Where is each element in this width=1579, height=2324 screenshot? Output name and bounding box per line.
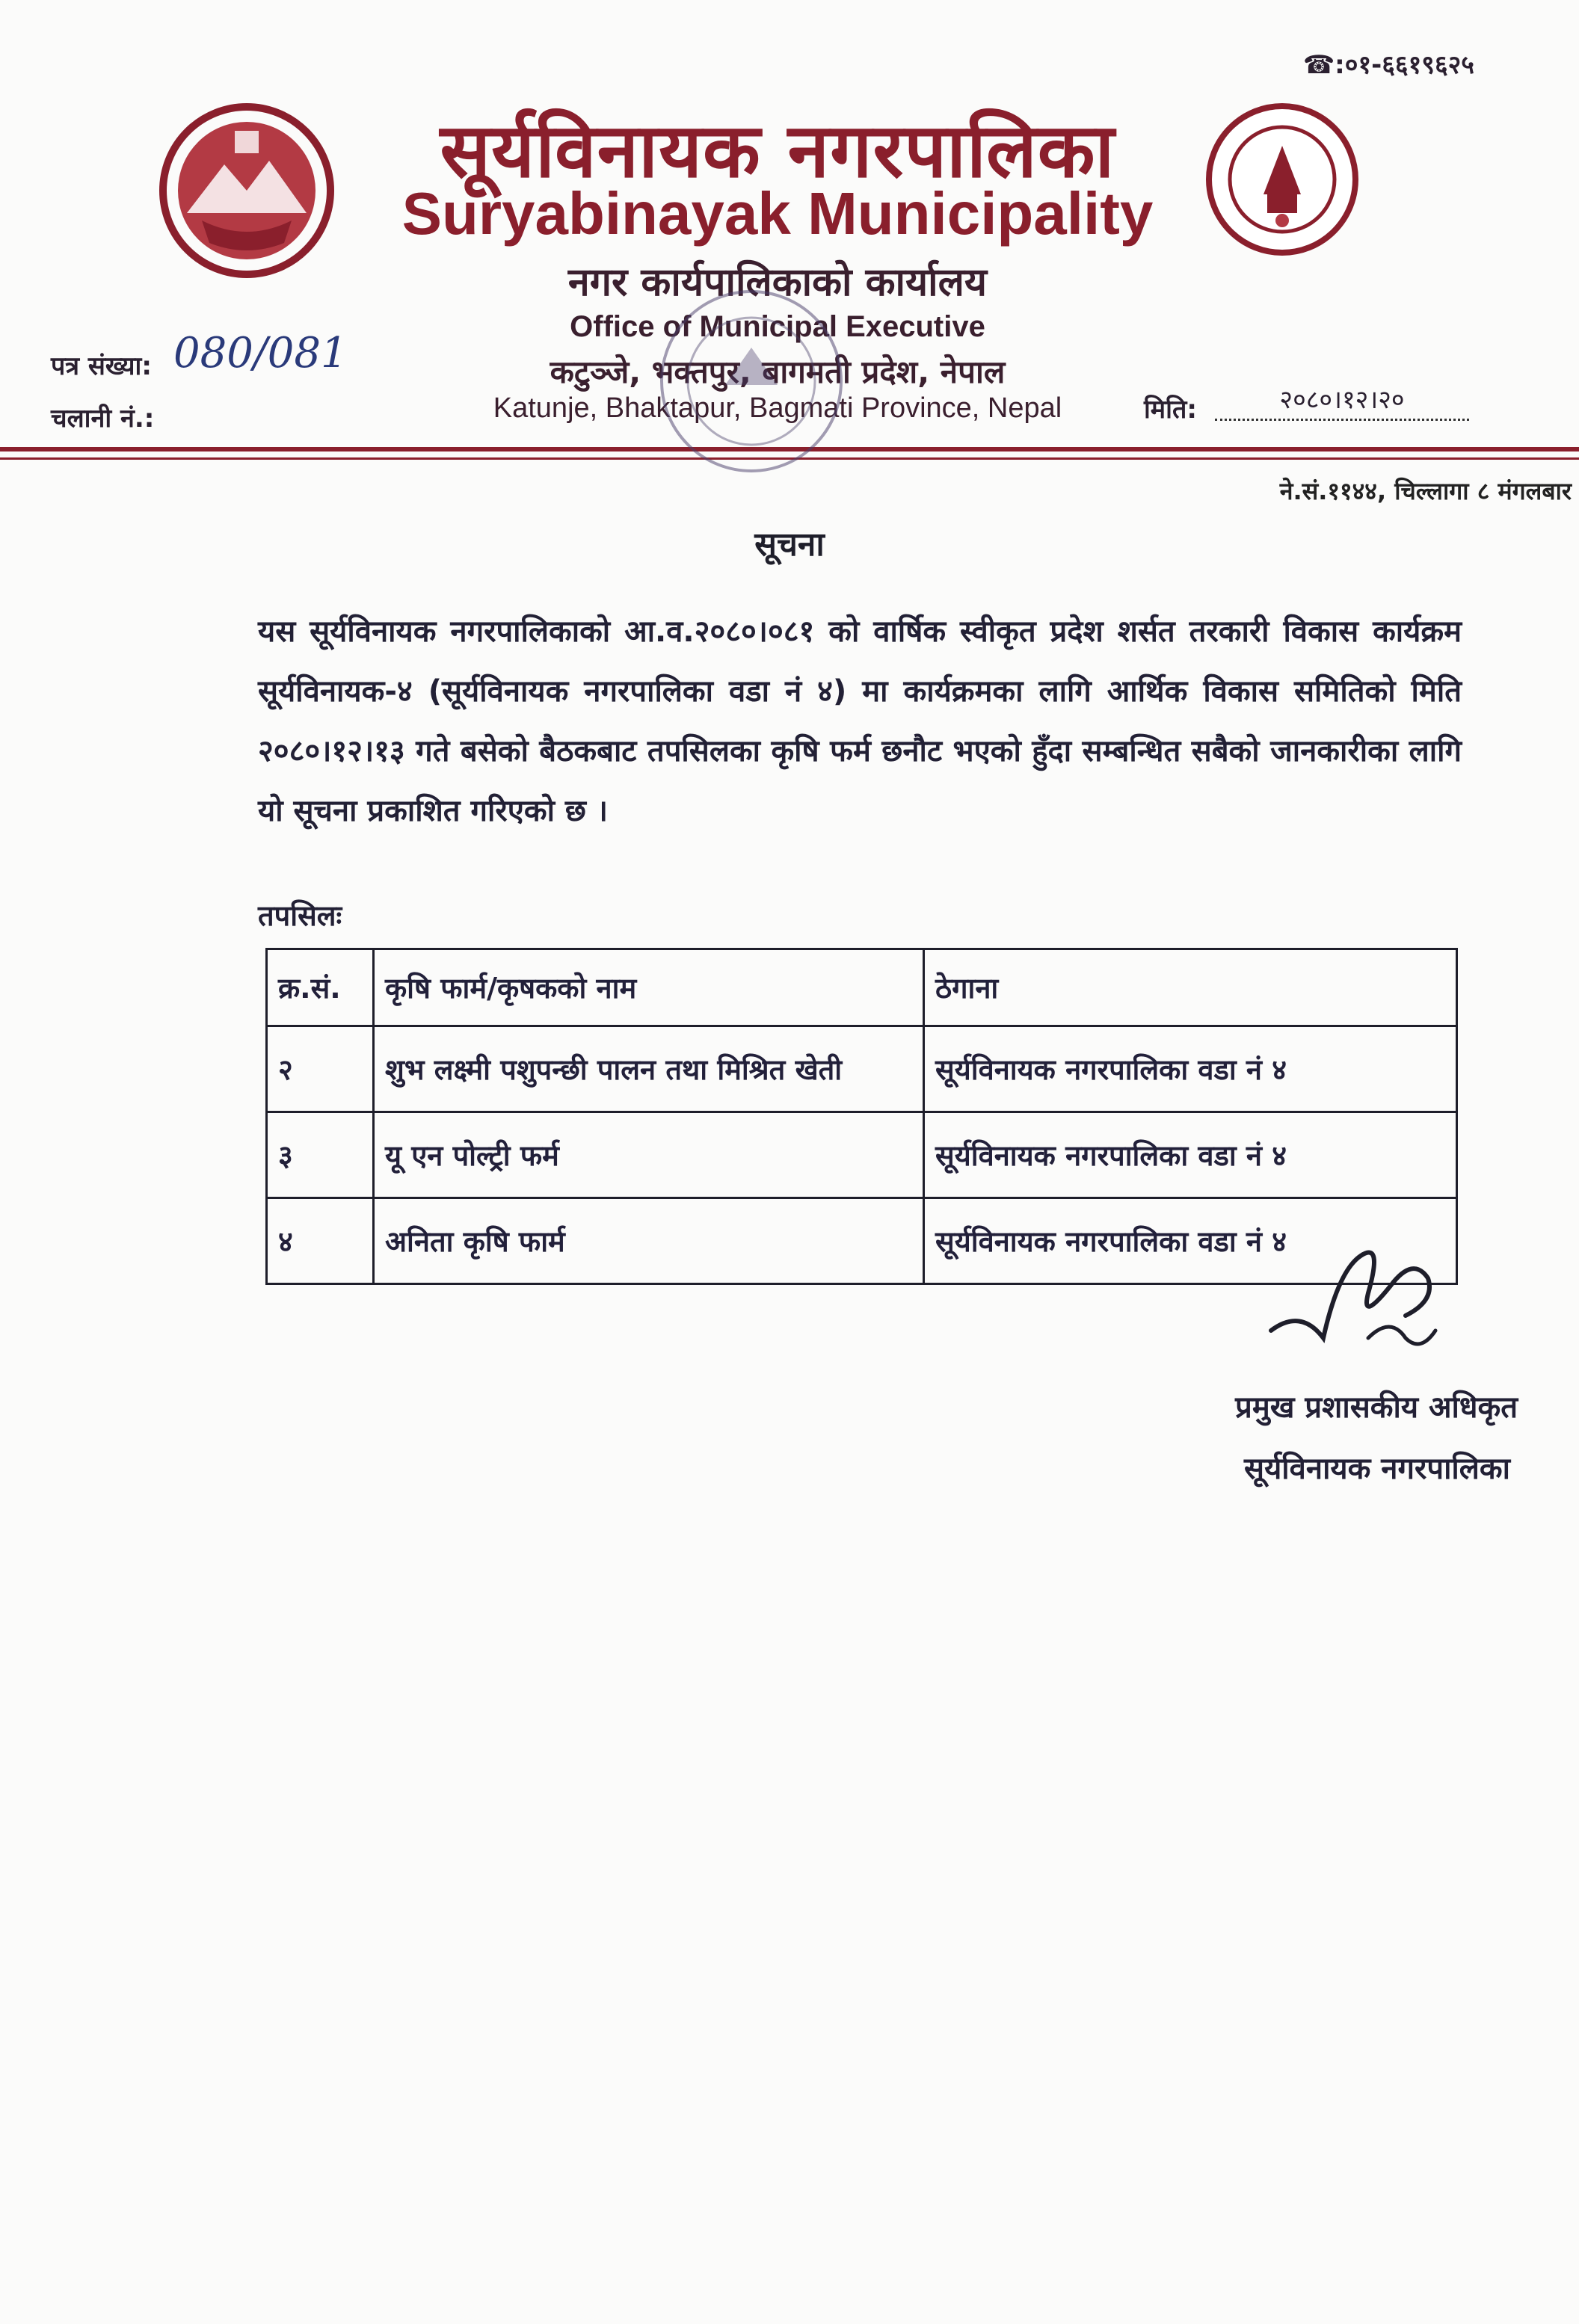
cell-name: अनिता कृषि फार्म (374, 1198, 924, 1284)
date-label: मिति: (1144, 395, 1197, 425)
address-english: Katunje, Bhaktapur, Bagmati Province, Nepal (493, 392, 1062, 424)
signatory-title: प्रमुख प्रशासकीय अधिकृत (1235, 1390, 1518, 1425)
signatory-office: सूर्यविनायक नगरपालिका (1244, 1452, 1510, 1486)
cell-address: सूर्यविनायक नगरपालिका वडा नं ४ (924, 1198, 1457, 1284)
office-title-nepali: नगर कार्यपालिकाको कार्यालय (567, 260, 988, 305)
table-header-row (267, 949, 1457, 1026)
cell-name: यू एन पोल्ट्री फर्म (374, 1112, 924, 1198)
address-nepali: कटुञ्जे, भक्तपुर, बागमती प्रदेश, नेपाल (550, 354, 1006, 390)
column-header-sn: क्र.सं. (267, 949, 374, 1026)
details-label: तपसिलः (258, 899, 342, 932)
cell-address: सूर्यविनायक नगरपालिका वडा नं ४ (924, 1112, 1457, 1198)
letter-number-label: पत्र संख्या: (51, 351, 152, 381)
cell-name: शुभ लक्ष्मी पशुपन्छी पालन तथा मिश्रित खेती (374, 1026, 924, 1112)
column-header-address: ठेगाना (924, 949, 1457, 1026)
cell-address: सूर्यविनायक नगरपालिका वडा नं ४ (924, 1026, 1457, 1112)
nepal-emblem-logo (157, 101, 336, 280)
municipality-title-english: Suryabinayak Municipality (401, 180, 1154, 247)
office-stamp (643, 273, 860, 490)
municipality-seal-logo (1204, 101, 1361, 258)
letter-number-value: 080/081 (173, 329, 348, 377)
nepal-sambat-date: ने.सं.११४४, चिल्लागा ८ मंगलबार (1279, 477, 1572, 505)
notice-heading: सूचना (754, 525, 825, 564)
column-header-name: कृषि फार्म/कृषकको नाम (374, 949, 924, 1026)
table-row (267, 1026, 1457, 1112)
cell-sn: २ (267, 1026, 374, 1112)
office-title-english: Office of Municipal Executive (570, 310, 985, 343)
phone-number: ☎:०१-६६१९६२५ (1302, 50, 1474, 80)
cell-sn: ४ (267, 1198, 374, 1284)
table-row (267, 1112, 1457, 1198)
notice-body: यस सूर्यविनायक नगरपालिकाको आ.व.२०८०।०८१ को वार्षिक स्वीकृत प्रदेश शर्सत तरकारी विकास कार्यक्रम सूर्यविनायक-४ (सूर्यविनायक नगरपालिका वडा नं ४) मा कार्यक्रमका लागि आर्थिक विकास समितिको मिति २०८०।१२।१३ गते बसेको बैठकबाट तपसिलका कृषि फर्म छनौट भएको हुँदा सम्बन्धित सबैको जानकारीका लागि यो सूचना प्रकाशित गरिएको छ । (258, 614, 1462, 828)
handwritten-signature (1256, 1226, 1450, 1375)
cell-sn: ३ (267, 1112, 374, 1198)
date-value: २०८०।१२।२० (1215, 381, 1469, 421)
dispatch-number-label: चलानी नं.: (51, 404, 155, 434)
municipality-title-nepali: सूर्यविनायक नगरपालिका (440, 107, 1115, 194)
